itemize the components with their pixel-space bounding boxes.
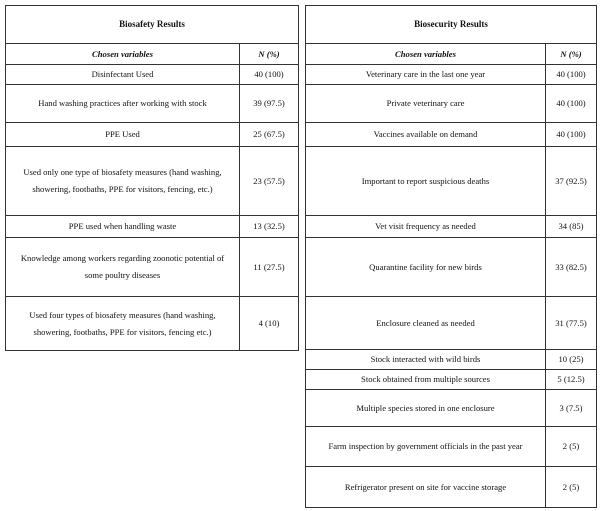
n-cell: 2 (5) bbox=[562, 481, 580, 492]
n-cell: 34 (85) bbox=[558, 221, 584, 231]
variable-cell: Private veterinary care bbox=[306, 85, 546, 122]
variable-cell: Used only one type of biosafety measures (hand washing, showering, footbaths, PPE for visitors, fencing, etc.) bbox=[6, 147, 240, 215]
variable-cell: PPE Used bbox=[6, 123, 240, 146]
n-cell: 11 (27.5) bbox=[253, 261, 285, 272]
n-cell: 37 (92.5) bbox=[555, 175, 587, 186]
biosafety-title-row bbox=[6, 6, 298, 44]
n-cell: 5 (12.5) bbox=[557, 374, 585, 384]
n-cell: 31 (77.5) bbox=[555, 317, 587, 328]
biosecurity-header-row bbox=[306, 44, 596, 65]
variable-cell: Quarantine facility for new birds bbox=[306, 238, 546, 296]
table-row bbox=[306, 238, 596, 297]
variable-cell: Stock interacted with wild birds bbox=[306, 350, 546, 369]
variable-cell: Refrigerator present on site for vaccine storage bbox=[306, 467, 546, 507]
biosafety-col-n: N (%) bbox=[258, 48, 280, 59]
table-row bbox=[306, 147, 596, 216]
table-row bbox=[6, 297, 298, 350]
biosecurity-title: Biosecurity Results bbox=[414, 19, 488, 29]
biosafety-header-row bbox=[6, 44, 298, 65]
table-row bbox=[306, 350, 596, 370]
variable-cell: Stock obtained from multiple sources bbox=[306, 370, 546, 389]
n-cell: 2 (5) bbox=[562, 441, 580, 451]
table-row bbox=[6, 65, 298, 85]
variable-cell: Important to report suspicious deaths bbox=[306, 147, 546, 215]
variable-cell: Vaccines available on demand bbox=[306, 123, 546, 146]
variable-cell: Hand washing practices after working with stock bbox=[6, 85, 240, 122]
variable-cell: Enclosure cleaned as needed bbox=[306, 297, 546, 349]
n-cell: 40 (100) bbox=[556, 98, 586, 108]
n-cell: 3 (7.5) bbox=[559, 402, 583, 413]
biosecurity-title-row bbox=[306, 6, 596, 44]
table-row bbox=[6, 238, 298, 297]
table-row bbox=[6, 85, 298, 123]
table-row bbox=[306, 370, 596, 390]
variable-cell: Veterinary care in the last one year bbox=[306, 65, 546, 84]
n-cell: 40 (100) bbox=[556, 129, 586, 139]
table-row bbox=[306, 65, 596, 85]
n-cell: 39 (97.5) bbox=[253, 98, 285, 108]
table-row bbox=[306, 123, 596, 147]
variable-cell: Used four types of biosafety measures (hand washing, showering, footbaths, PPE for visitors, fencing etc.) bbox=[6, 297, 240, 350]
table-row bbox=[6, 147, 298, 216]
variable-cell: Knowledge among workers regarding zoonotic potential of some poultry diseases bbox=[6, 238, 240, 296]
n-cell: 13 (32.5) bbox=[253, 221, 285, 231]
variable-cell: PPE used when handling waste bbox=[6, 216, 240, 237]
table-row bbox=[306, 85, 596, 123]
n-cell: 23 (57.5) bbox=[253, 175, 285, 186]
biosafety-table bbox=[5, 5, 299, 351]
table-row bbox=[306, 297, 596, 350]
biosecurity-col-variable: Chosen variables bbox=[306, 44, 546, 64]
biosecurity-table bbox=[305, 5, 597, 508]
table-row bbox=[306, 427, 596, 467]
n-cell: 40 (100) bbox=[556, 69, 586, 79]
n-cell: 10 (25) bbox=[558, 354, 584, 364]
variable-cell: Farm inspection by government officials in the past year bbox=[306, 427, 546, 466]
table-row bbox=[6, 216, 298, 238]
table-row bbox=[306, 216, 596, 238]
biosafety-title: Biosafety Results bbox=[119, 19, 185, 29]
n-cell: 40 (100) bbox=[254, 69, 284, 79]
variable-cell: Multiple species stored in one enclosure bbox=[306, 390, 546, 426]
biosafety-col-variable: Chosen variables bbox=[6, 44, 240, 64]
n-cell: 4 (10) bbox=[258, 318, 280, 328]
variable-cell: Vet visit frequency as needed bbox=[306, 216, 546, 237]
table-row bbox=[6, 123, 298, 147]
biosecurity-col-n: N (%) bbox=[560, 48, 582, 59]
n-cell: 25 (67.5) bbox=[253, 129, 285, 139]
variable-cell: Disinfectant Used bbox=[6, 65, 240, 84]
table-row bbox=[306, 467, 596, 507]
n-cell: 33 (82.5) bbox=[555, 261, 587, 272]
table-row bbox=[306, 390, 596, 427]
